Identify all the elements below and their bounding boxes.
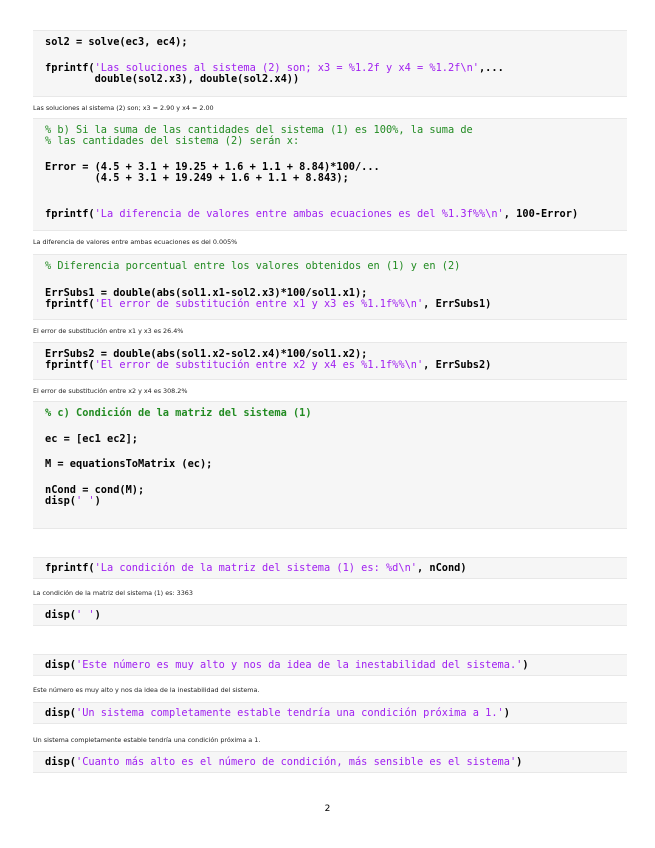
code-block-2[interactable] bbox=[33, 118, 627, 231]
code-comment: % las cantidades del sistema (2) serán x: bbox=[45, 135, 300, 147]
code-block-6[interactable] bbox=[33, 557, 627, 579]
code-line: M = equationsToMatrix (ec); bbox=[45, 458, 213, 470]
code-comment: % b) Si la suma de las cantidades del sistema (1) es 100%, la suma de bbox=[45, 124, 473, 136]
code-comment: % c) Condición de la matriz del sistema (1) bbox=[45, 407, 312, 419]
code-line: ec = [ec1 ec2]; bbox=[45, 433, 138, 445]
code-block-3[interactable] bbox=[33, 254, 627, 320]
code-block-7[interactable] bbox=[33, 604, 627, 626]
output-text: Un sistema completamente estable tendría una condición próxima a 1. bbox=[33, 736, 261, 744]
code-line: disp(' ') bbox=[45, 609, 101, 621]
output-text: La diferencia de valores entre ambas ecuaciones es del 0.005% bbox=[33, 238, 238, 246]
output-text: La condición de la matriz del sistema (1) es: 3363 bbox=[33, 589, 193, 597]
code-line: Error = (4.5 + 3.1 + 19.25 + 1.6 + 1.1 + 8.84)*100/... bbox=[45, 161, 380, 173]
output-text: El error de substitución entre x1 y x3 es 26.4% bbox=[33, 327, 184, 335]
code-block-4[interactable] bbox=[33, 342, 627, 380]
code-block-10[interactable] bbox=[33, 751, 627, 773]
output-text: El error de substitución entre x2 y x4 es 308.2% bbox=[33, 387, 188, 395]
code-line: sol2 = solve(ec3, ec4); bbox=[45, 36, 188, 48]
code-line: disp(' ') bbox=[45, 495, 101, 507]
code-line: ErrSubs1 = double(abs(sol1.x1-sol2.x3)*100/sol1.x1); bbox=[45, 287, 368, 299]
code-comment: % Diferencia porcentual entre los valores obtenidos en (1) y en (2) bbox=[45, 260, 461, 272]
code-block-9[interactable] bbox=[33, 702, 627, 724]
code-line: fprintf('Las soluciones al sistema (2) son; x3 = %1.2f y x4 = %1.2f\n',... bbox=[45, 62, 504, 74]
code-line: nCond = cond(M); bbox=[45, 484, 145, 496]
code-block-5[interactable] bbox=[33, 401, 627, 529]
code-line: fprintf('El error de substitución entre x2 y x4 es %1.1f%%\n', ErrSubs2) bbox=[45, 359, 492, 371]
code-line: (4.5 + 3.1 + 19.249 + 1.6 + 1.1 + 8.843); bbox=[45, 172, 349, 184]
code-line: disp('Cuanto más alto es el número de condición, más sensible es el sistema') bbox=[45, 756, 523, 768]
code-block-8[interactable] bbox=[33, 654, 627, 676]
code-line: ErrSubs2 = double(abs(sol1.x2-sol2.x4)*100/sol1.x2); bbox=[45, 348, 368, 360]
code-line: fprintf('La diferencia de valores entre ambas ecuaciones es del %1.3f%%\n', 100-Error) bbox=[45, 208, 579, 220]
code-line: fprintf('La condición de la matriz del sistema (1) es: %d\n', nCond) bbox=[45, 562, 467, 574]
code-line: disp('Este número es muy alto y nos da idea de la inestabilidad del sistema.') bbox=[45, 659, 529, 671]
code-line: double(sol2.x3), double(sol2.x4)) bbox=[45, 73, 300, 85]
page-number: 2 bbox=[324, 804, 331, 814]
code-line: fprintf('El error de substitución entre x1 y x3 es %1.1f%%\n', ErrSubs1) bbox=[45, 298, 492, 310]
output-text: Las soluciones al sistema (2) son; x3 = 2.90 y x4 = 2.00 bbox=[33, 104, 214, 112]
output-text: Este número es muy alto y nos da idea de la inestabilidad del sistema. bbox=[33, 686, 260, 694]
code-line: disp('Un sistema completamente estable tendría una condición próxima a 1.') bbox=[45, 707, 510, 719]
code-block-1[interactable] bbox=[33, 30, 627, 97]
